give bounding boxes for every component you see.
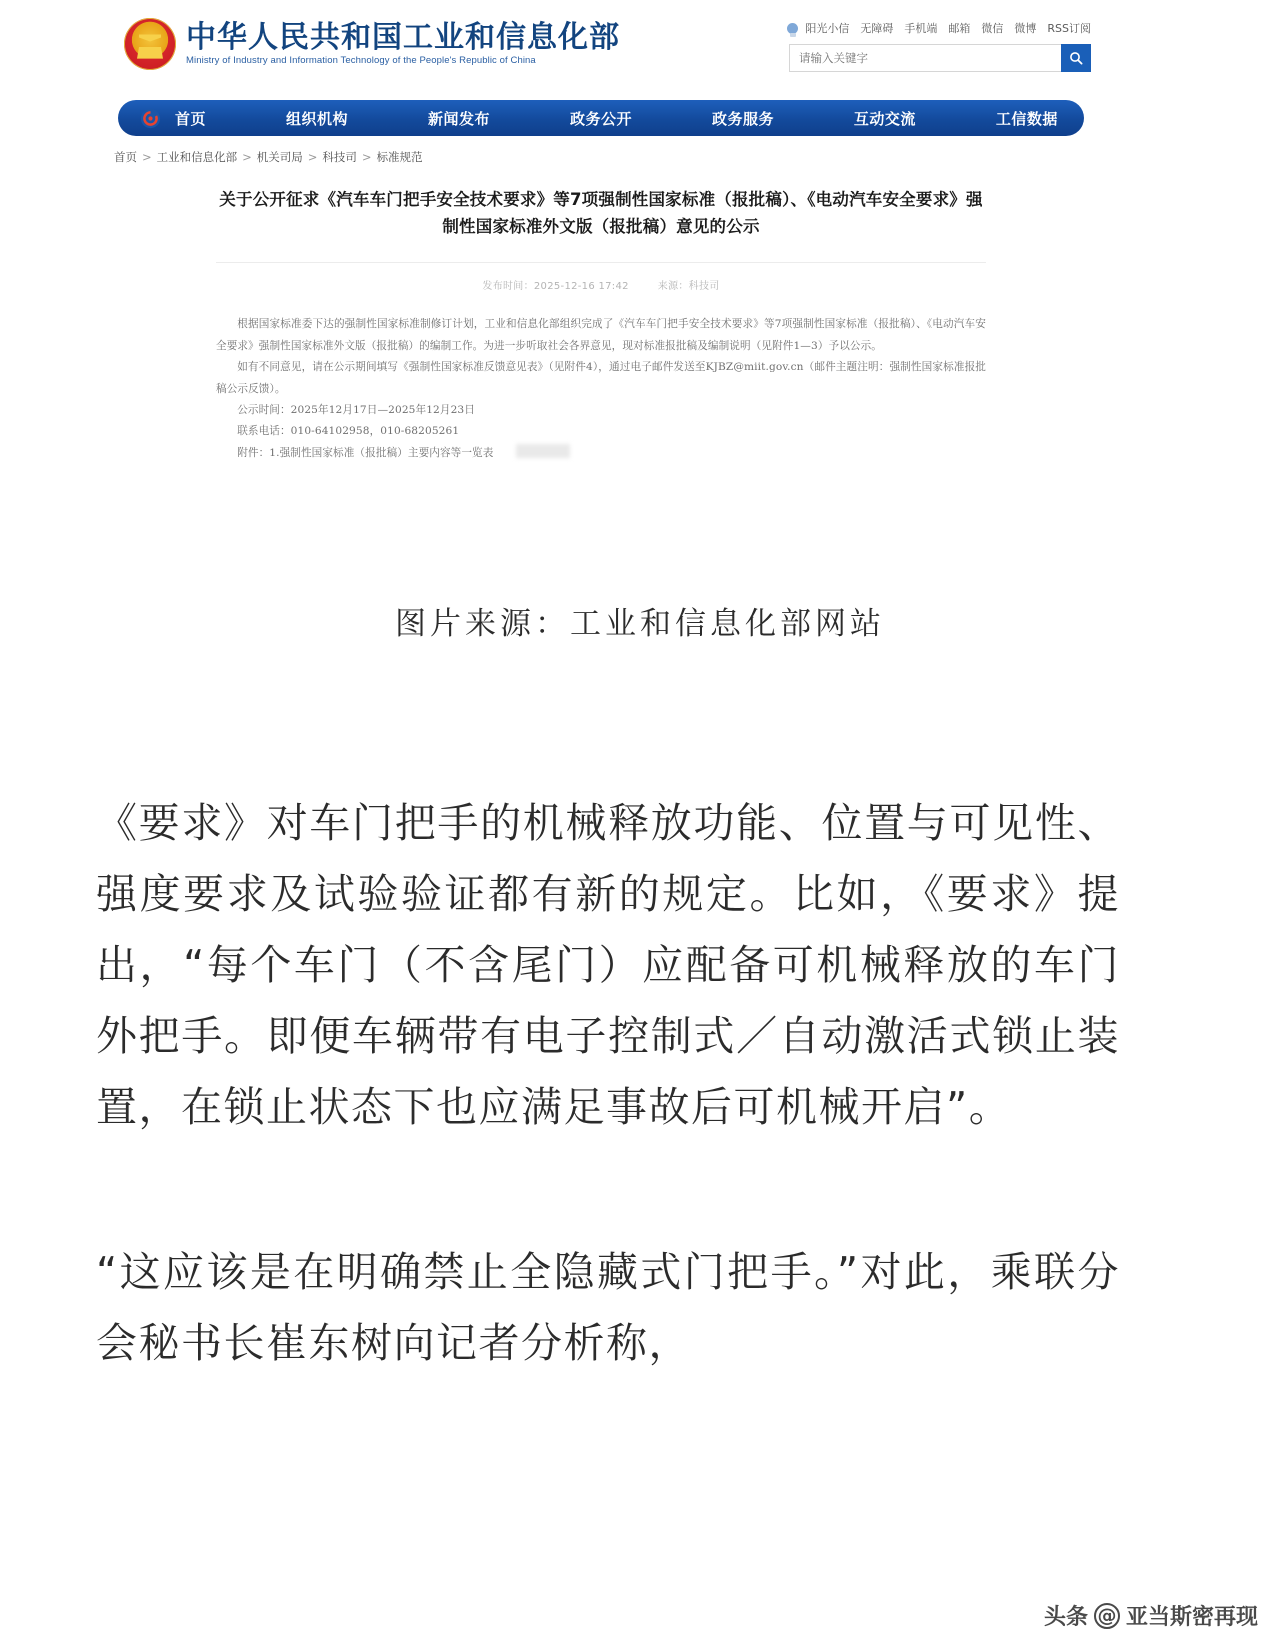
article-paragraph-2: 公示时间：2025年12月17日—2025年12月23日 [237,404,475,416]
breadcrumb [114,149,1106,165]
image-caption: 图片来源：工业和信息化部网站 [395,606,885,642]
article-title: 关于公开征求《汽车车门把手安全技术要求》等7项强制性国家标准（报批稿）、《电动汽车安全要求》强制性国家标准外文版（报批稿）意见的公示 [219,190,983,236]
util-link-1[interactable]: 无障碍 [860,22,894,35]
embedded-website-screenshot [96,0,1106,560]
nav-item-list [175,108,1062,129]
nav-item-org[interactable]: 组织机构 [285,109,348,128]
util-link-2[interactable]: 手机端 [904,22,938,35]
watermark [1044,1600,1258,1631]
article-paragraph-1: 如有不同意见，请在公示期间填写《强制性国家标准反馈意见表》（见附件4），通过电子邮件发送至KJBZ@miit.gov.cn（邮件主题注明：强制性国家标准报批稿公示反馈）。 [216,361,986,395]
article-paragraph-0: 根据国家标准委下达的强制性国家标准制修订计划，工业和信息化部组织完成了《汽车车门把手安全技术要求》等7项强制性国家标准（报批稿）、《电动汽车安全要求》强制性国家标准外文版（报批稿）的编制工作。为进一步听取社会各界意见，现对标准报批稿及编制说明（见附件1—3）予以公示。 [216,318,986,352]
breadcrumb-separator: > [242,150,252,164]
nav-item-disclosure[interactable]: 政务公开 [569,109,632,128]
breadcrumb-item-3[interactable]: 科技司 [322,150,357,164]
nav-item-news[interactable]: 新闻发布 [427,109,490,128]
breadcrumb-item-4[interactable]: 标准规范 [376,150,423,164]
breadcrumb-item-2[interactable]: 机关司局 [256,150,303,164]
search-icon [1069,51,1083,65]
redaction-block [516,444,570,458]
site-header [96,0,1106,96]
logo-title-en: Ministry of Industry and Information Technology of the People's Republic of China [186,54,536,66]
main-paragraph-0: 《要求》对车门把手的机械释放功能、位置与可见性、强度要求及试验验证都有新的规定。比如，《要求》提出，“每个车门（不含尾门）应配备可机械释放的车门外把手。即便车辆带有电子控制式／自动激活式锁止装置，在锁止状态下也应满足事故后可机械开启”。 [96,799,1120,1131]
logo-text-block [186,22,620,66]
utility-links [787,20,1091,36]
article-meta [216,262,986,292]
nav-item-interact[interactable]: 互动交流 [853,109,916,128]
screenshot-bottom-fade [96,534,1106,560]
search-bar [789,44,1091,72]
watermark-prefix: 头条 [1043,1605,1088,1630]
article-container [216,187,986,464]
search-input[interactable] [789,44,1061,72]
nav-item-data[interactable]: 工信数据 [995,109,1058,128]
util-link-5[interactable]: 微博 [1014,22,1037,35]
miit-swirl-icon[interactable] [140,108,161,129]
main-article-copy [96,788,1120,1378]
util-link-0[interactable]: 阳光小信 [805,22,850,35]
at-sign-icon [1094,1603,1120,1629]
breadcrumb-separator: > [307,150,318,164]
article-source: 来源：科技司 [657,281,720,293]
article-body [216,314,986,464]
util-link-4[interactable]: 微信 [981,22,1004,35]
util-link-3[interactable]: 邮箱 [948,22,971,35]
national-emblem-icon [124,18,176,70]
util-link-6[interactable]: RSS订阅 [1047,22,1091,35]
watermark-author: 亚当斯密再现 [1125,1605,1258,1630]
logo-title-cn: 中华人民共和国工业和信息化部 [186,20,620,56]
search-button[interactable] [1061,44,1091,72]
article-paragraph-3: 联系电话：010-64102958，010-68205261 [237,425,460,438]
main-paragraph-1: “这应该是在明确禁止全隐藏式门把手。”对此，乘联分会秘书长崔东树向记者分析称， [96,1247,1120,1367]
breadcrumb-separator: > [361,150,372,164]
attachment-text: 附件：1.强制性国家标准（报批稿）主要内容等一览表 [237,446,494,459]
sunshine-icon [787,23,798,34]
breadcrumb-separator: > [142,150,152,164]
nav-item-home[interactable]: 首页 [175,109,207,128]
nav-item-services[interactable]: 政务服务 [711,109,774,128]
breadcrumb-item-1[interactable]: 工业和信息化部 [156,150,238,164]
publish-time: 发布时间：2025-12-16 17:42 [482,281,629,293]
article-attachment-line [216,443,986,464]
breadcrumb-item-0[interactable]: 首页 [114,150,137,164]
site-logo[interactable] [124,18,620,70]
main-navigation [118,100,1084,136]
